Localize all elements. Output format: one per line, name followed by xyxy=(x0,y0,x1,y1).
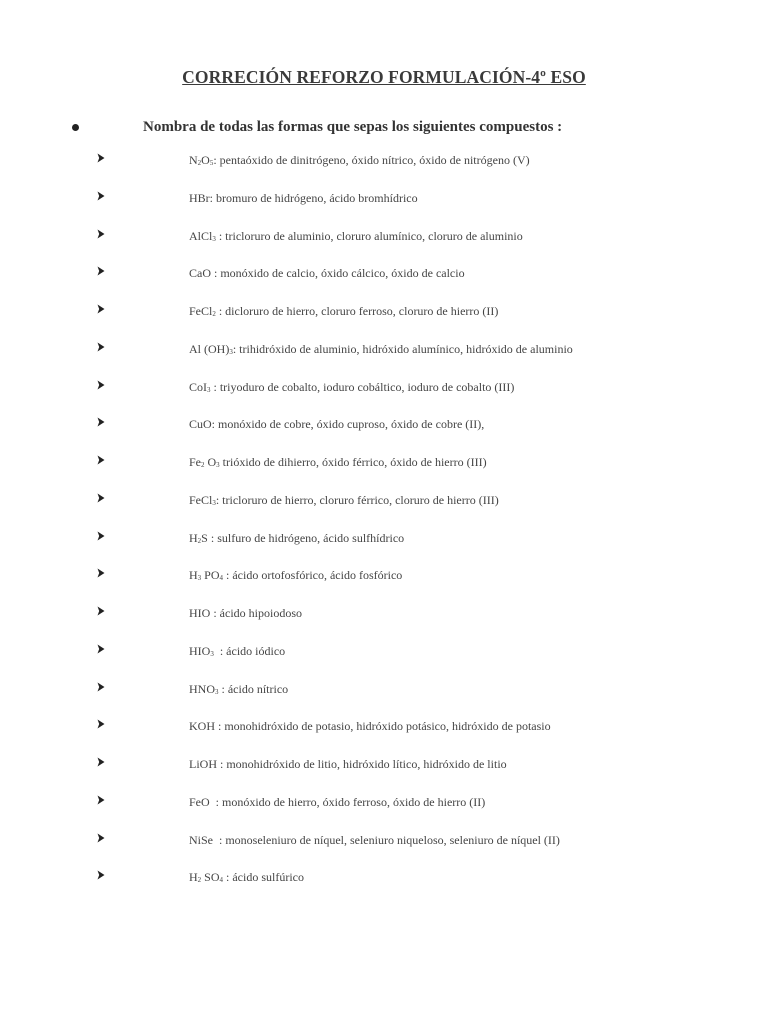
compound-description: : ácido hipoiodoso xyxy=(210,606,302,620)
compound-entry xyxy=(189,606,302,621)
list-item xyxy=(0,830,768,868)
arrowhead-bullet-icon xyxy=(97,153,105,163)
arrowhead-bullet-icon xyxy=(97,757,105,767)
formula-text: Al (OH) xyxy=(189,341,230,356)
formula-text: FeO xyxy=(189,794,210,809)
list-item xyxy=(0,490,768,528)
arrowhead-bullet-icon xyxy=(97,417,105,427)
formula-text: N xyxy=(189,153,198,167)
compound-description: : pentaóxido de dinitrógeno, óxido nítrico, óxido de nitrógeno (V) xyxy=(213,153,530,167)
page-title: CORRECIÓN REFORZO FORMULACIÓN-4º ESO xyxy=(182,67,586,87)
compound-description: : ácido ortofosfórico, ácido fosfórico xyxy=(223,568,403,583)
arrowhead-bullet-icon xyxy=(97,304,105,314)
compound-entry xyxy=(189,493,499,508)
formula-text: SO xyxy=(201,870,220,885)
list-item xyxy=(0,414,768,452)
formula-text: O xyxy=(201,153,210,167)
formula-subscript: 2 xyxy=(201,461,205,469)
compound-entry xyxy=(189,682,288,697)
formula-subscript: 3 xyxy=(197,574,202,583)
formula-subscript: 4 xyxy=(219,876,224,885)
formula-text: HIO xyxy=(189,643,211,658)
list-item xyxy=(0,226,768,264)
formula-subscript: 3 xyxy=(229,347,233,356)
arrowhead-bullet-icon xyxy=(97,531,105,541)
compound-description: : monohidróxido de potasio, hidróxido potásico, hidróxido de potasio xyxy=(215,719,551,734)
chemical-formula xyxy=(189,644,214,658)
compound-description: trióxido de dihierro, óxido férrico, óxido de hierro (III) xyxy=(219,455,487,469)
list-item xyxy=(0,754,768,792)
list-item xyxy=(0,263,768,301)
chemical-formula xyxy=(189,191,210,205)
formula-text: CuO xyxy=(189,417,212,432)
formula-text: CaO xyxy=(189,266,211,281)
list-item xyxy=(0,377,768,415)
formula-subscript: 3 xyxy=(212,498,216,507)
compound-description: : monóxido de cobre, óxido cuproso, óxido de cobre (II), xyxy=(211,417,485,432)
compound-description: : ácido iódico xyxy=(213,643,286,658)
formula-subscript: 2 xyxy=(212,310,216,318)
compound-description: : monohidróxido de litio, hidróxido lítico, hidróxido de litio xyxy=(217,757,507,771)
arrowhead-bullet-icon xyxy=(97,719,105,729)
formula-subscript: 2 xyxy=(197,536,202,545)
compound-entry xyxy=(189,719,551,734)
list-item xyxy=(0,641,768,679)
formula-text: KOH xyxy=(189,719,215,734)
compound-description: : tricloruro de aluminio, cloruro alumínico, cloruro de aluminio xyxy=(215,228,523,243)
formula-text: HNO xyxy=(189,681,215,696)
formula-text: O xyxy=(204,455,217,469)
list-item xyxy=(0,792,768,830)
compound-description: : sulfuro de hidrógeno, ácido sulfhídrico xyxy=(207,530,405,545)
compound-description: : trihidróxido de aluminio, hidróxido alumínico, hidróxido de aluminio xyxy=(232,341,573,356)
arrowhead-bullet-icon xyxy=(97,606,105,616)
compound-description: : monoseleniuro de níquel, seleniuro niqueloso, seleniuro de níquel (II) xyxy=(213,832,560,847)
compound-entry xyxy=(189,417,484,432)
compound-description: : bromuro de hidrógeno, ácido bromhídrico xyxy=(209,190,418,205)
list-item xyxy=(0,528,768,566)
list-item xyxy=(0,716,768,754)
compound-entry xyxy=(189,380,514,395)
compound-entry xyxy=(189,757,507,772)
chemical-formula xyxy=(189,266,211,280)
list-item xyxy=(0,301,768,339)
list-item xyxy=(0,339,768,377)
chemical-formula xyxy=(189,493,216,507)
arrowhead-bullet-icon xyxy=(97,833,105,843)
compound-entry xyxy=(189,342,573,357)
compound-entry xyxy=(189,644,285,659)
arrowhead-bullet-icon xyxy=(97,266,105,276)
filled-circle-bullet-icon xyxy=(72,124,79,131)
chemical-formula xyxy=(189,757,217,771)
instruction-text: Nombra de todas las formas que sepas los siguientes compuestos : xyxy=(143,119,563,135)
formula-text: HBr xyxy=(189,190,210,205)
compound-entry xyxy=(189,568,402,583)
chemical-formula xyxy=(189,606,210,620)
formula-text: NiSe xyxy=(189,832,213,847)
list-item xyxy=(0,867,768,905)
formula-text: FeCl xyxy=(189,304,213,318)
list-item xyxy=(0,603,768,641)
arrowhead-bullet-icon xyxy=(97,644,105,654)
formula-subscript: 3 xyxy=(215,687,219,696)
formula-text: H xyxy=(189,568,198,583)
formula-text: HIO xyxy=(189,606,211,620)
arrowhead-bullet-icon xyxy=(97,795,105,805)
chemical-formula xyxy=(189,417,212,431)
formula-subscript: 3 xyxy=(210,649,214,658)
formula-text: PO xyxy=(201,568,220,583)
list-item xyxy=(0,679,768,717)
formula-subscript: 3 xyxy=(216,461,220,469)
compound-entry xyxy=(189,795,485,810)
compound-description: : tricloruro de hierro, cloruro férrico, cloruro de hierro (III) xyxy=(215,492,499,507)
compound-entry xyxy=(189,229,523,244)
formula-subscript: 4 xyxy=(219,574,224,583)
compound-description: : ácido sulfúrico xyxy=(223,870,304,885)
arrowhead-bullet-icon xyxy=(97,870,105,880)
chemical-formula xyxy=(189,870,223,884)
formula-text: CoI xyxy=(189,379,207,394)
compound-description: : ácido nítrico xyxy=(218,681,289,696)
chemical-formula xyxy=(189,455,220,469)
compound-entry xyxy=(189,455,487,470)
compound-entry xyxy=(189,304,498,319)
arrowhead-bullet-icon xyxy=(97,191,105,201)
chemical-formula xyxy=(189,719,215,733)
formula-subscript: 2 xyxy=(197,159,202,167)
chemical-formula xyxy=(189,531,208,545)
arrowhead-bullet-icon xyxy=(97,682,105,692)
instruction-row xyxy=(0,118,768,140)
formula-text: S xyxy=(201,530,208,545)
formula-text: H xyxy=(189,870,198,885)
formula-subscript: 2 xyxy=(197,876,202,885)
list-item xyxy=(0,188,768,226)
chemical-formula xyxy=(189,380,211,394)
chemical-formula xyxy=(189,833,213,847)
formula-text: FeCl xyxy=(189,492,213,507)
formula-text: Fe xyxy=(189,455,201,469)
chemical-formula xyxy=(189,568,223,582)
arrowhead-bullet-icon xyxy=(97,229,105,239)
compound-entry xyxy=(189,531,404,546)
formula-text: AlCl xyxy=(189,228,213,243)
compound-list xyxy=(0,150,768,905)
compound-entry xyxy=(189,191,418,206)
compound-entry xyxy=(189,153,530,168)
compound-entry xyxy=(189,266,465,281)
list-item xyxy=(0,150,768,188)
compound-description: : dicloruro de hierro, cloruro ferroso, cloruro de hierro (II) xyxy=(215,304,499,318)
formula-subscript: 5 xyxy=(209,159,214,167)
arrowhead-bullet-icon xyxy=(97,493,105,503)
arrowhead-bullet-icon xyxy=(97,380,105,390)
chemical-formula xyxy=(189,153,213,167)
arrowhead-bullet-icon xyxy=(97,455,105,465)
compound-description: : monóxido de calcio, óxido cálcico, óxido de calcio xyxy=(211,266,465,281)
list-item xyxy=(0,565,768,603)
formula-subscript: 3 xyxy=(212,234,216,243)
compound-entry xyxy=(189,870,304,885)
chemical-formula xyxy=(189,682,219,696)
chemical-formula xyxy=(189,342,233,356)
list-item xyxy=(0,452,768,490)
compound-description: : triyoduro de cobalto, ioduro cobáltico, ioduro de cobalto (III) xyxy=(210,379,515,394)
compound-entry xyxy=(189,833,560,848)
formula-text: H xyxy=(189,530,198,545)
formula-subscript: 3 xyxy=(207,385,211,394)
chemical-formula xyxy=(189,795,210,809)
chemical-formula xyxy=(189,304,216,318)
arrowhead-bullet-icon xyxy=(97,342,105,352)
chemical-formula xyxy=(189,229,216,243)
arrowhead-bullet-icon xyxy=(97,568,105,578)
compound-description: : monóxido de hierro, óxido ferroso, óxido de hierro (II) xyxy=(209,794,486,809)
formula-text: LiOH xyxy=(189,757,217,771)
